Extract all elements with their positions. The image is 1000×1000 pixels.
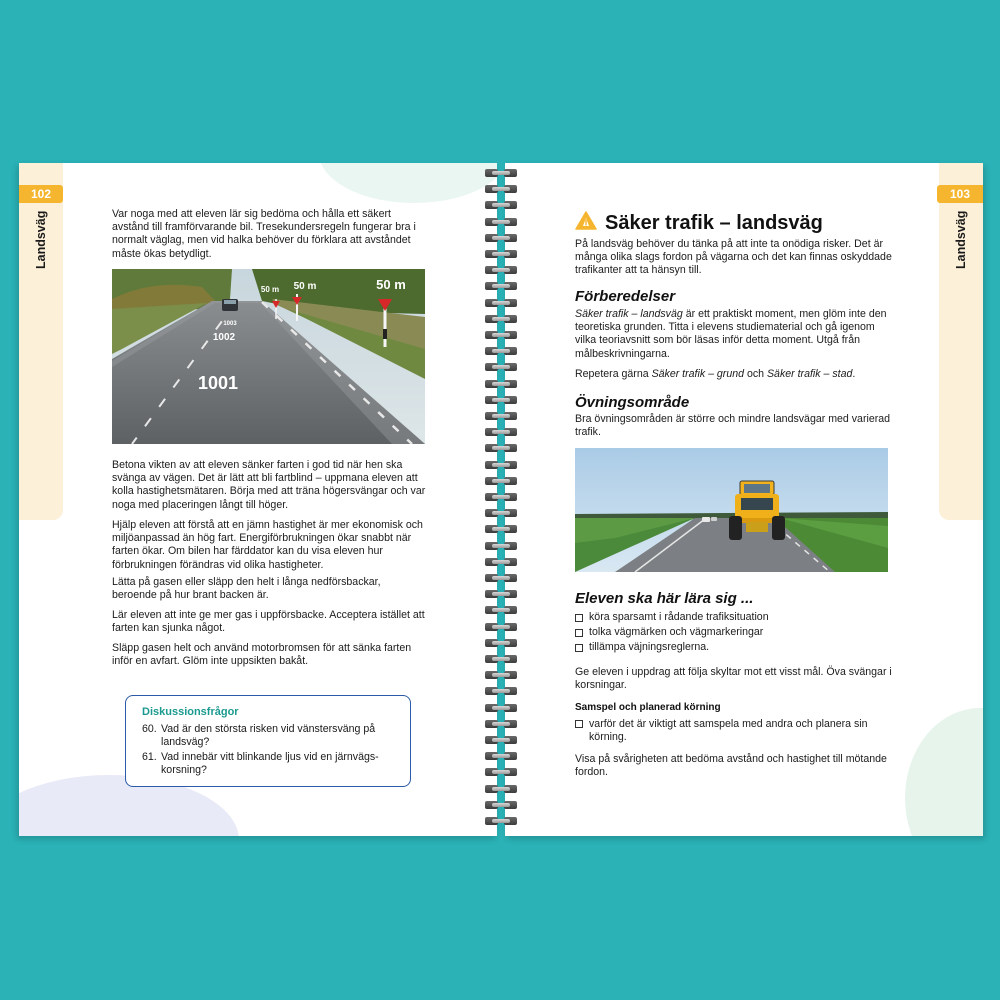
learn-after-paragraph: Ge eleven i uppdrag att följa skyltar mot ett visst mål. Öva svängar i korsningar. (575, 666, 892, 692)
spiral-coil (483, 735, 519, 745)
heading-ovningsomrade: Övningsområde (575, 394, 690, 411)
intro-paragraph: På landsväg behöver du tänka på att inte ta onödiga risker. Det är många olika slags fordon på vägarna och det kan finnas oskyddade trafikanter att ta hänsyn till. (575, 238, 892, 277)
module-title: Säker trafik – stad (766, 368, 853, 380)
spiral-coil (483, 816, 519, 826)
spiral-coil (483, 411, 519, 421)
question-number: 61. (142, 751, 157, 763)
discussion-question (142, 751, 398, 777)
spiral-coil (483, 265, 519, 275)
car-label-large: 1001 (197, 373, 239, 393)
distance-sign-large: 50 m (376, 277, 406, 292)
question-text: Vad innebär vitt blinkande ljus vid en järnvägs-korsning? (161, 751, 379, 776)
spiral-coil (483, 330, 519, 340)
forberedelser-text: är ett praktiskt moment, men glöm inte den teoretiska grunden. Titta i elevens studiematerial och gå igenom vilka teoriavsnitt som bör läsas inför detta moment. Utgå från målbeskrivningarna. (575, 308, 887, 360)
repeat-text: och (744, 368, 767, 380)
road-distance-illustration (112, 269, 425, 444)
forberedelser-paragraph (575, 308, 895, 361)
paragraph-turning: Betona vikten av att eleven sänker farten i god tid när hen ska svänga av vägen. Det är lätt att bli fartblind – uppmana eleven att kolla hastighetsmätaren. Börja med att träna högersvängar och var noga med placeringen långt till höger. (112, 459, 426, 511)
car-label-small: 1003 (223, 321, 237, 327)
distance-sign-mid: 50 m (293, 281, 317, 292)
samspel-list (575, 718, 895, 746)
paragraph-engine-brake: Släpp gasen helt och använd motorbromsen för att sänka farten inför en avfart. Glöm inte uppsikten bakåt. (112, 642, 412, 668)
repeat-text: Repetera gärna (575, 368, 652, 380)
intro-paragraph: Var noga med att eleven lär sig bedöma och hålla ett säkert avstånd till framförvarande bil. Tresekundersregeln fungerar bra i normalt väglag, men vid halka behöver du förklara att avståndet måste ökas betydligt. (112, 208, 416, 260)
spiral-coil (483, 622, 519, 632)
spiral-coil (483, 249, 519, 259)
page-title-text: Säker trafik – landsväg (605, 212, 823, 234)
heading-forberedelser: Förberedelser (575, 288, 676, 305)
spiral-coil (483, 751, 519, 761)
spiral-coil (483, 492, 519, 502)
heading-learn: Eleven ska här lära sig ... (575, 590, 754, 607)
spiral-coil (483, 800, 519, 810)
spiral-coil (483, 362, 519, 372)
decorative-blob (905, 708, 983, 836)
spiral-coil (483, 281, 519, 291)
question-text: Vad är den största risken vid vänstersväng på landsväg? (161, 723, 376, 748)
checklist-text: köra sparsamt i rådande trafiksituation (589, 611, 769, 623)
warning-triangle-icon (575, 211, 597, 236)
spiral-coil (483, 395, 519, 405)
spiral-coil (483, 168, 519, 178)
paragraph-uphill: Lär eleven att inte ge mer gas i uppförsbacke. Acceptera istället att farten kan sjunka något. (112, 609, 425, 635)
learn-list (575, 611, 895, 657)
spiral-coil (483, 217, 519, 227)
spiral-coil (483, 784, 519, 794)
paragraph-downhill: Lätta på gasen eller släpp den helt i långa nedförsbackar, beroende på hur brant backen är. (112, 576, 381, 602)
checklist-item (575, 718, 895, 744)
repeat-paragraph (575, 368, 895, 381)
road-distance-photo (112, 269, 425, 444)
spiral-coil (483, 508, 519, 518)
spiral-coil (483, 719, 519, 729)
question-number: 60. (142, 723, 157, 735)
paragraph-economy: Hjälp eleven att förstå att en jämn hastighet är mer ekonomisk och miljöanpassad än hög fart. Energiförbrukningen ökar snabbt när farten ökar. Om bilen har färddator kan du visa eleven hur förbrukningen förändras vid olika hastigheter. (112, 519, 423, 571)
spiral-coil (483, 476, 519, 486)
spiral-coil (483, 379, 519, 389)
spiral-coil (483, 346, 519, 356)
checklist-item (575, 611, 895, 624)
checkbox-icon (575, 614, 583, 622)
spiral-coil (483, 573, 519, 583)
right-page (505, 163, 983, 836)
spiral-coil (483, 314, 519, 324)
decorative-blob (319, 163, 497, 203)
samspel-after-paragraph: Visa på svårigheten att bedöma avstånd och hastighet till mötande fordon. (575, 753, 887, 779)
section-tab-label: Landsväg (954, 211, 968, 270)
discussion-title: Diskussionsfrågor (142, 706, 239, 718)
spiral-coil (483, 541, 519, 551)
spiral-coil (483, 524, 519, 534)
spiral-coil (483, 427, 519, 437)
discussion-question (142, 723, 398, 749)
spiral-coil (483, 200, 519, 210)
discussion-box (125, 695, 411, 787)
spiral-coil (483, 233, 519, 243)
module-title: Säker trafik – grund (651, 368, 745, 380)
checkbox-icon (575, 720, 583, 728)
car-label-mid: 1002 (212, 332, 236, 343)
spiral-binding (483, 168, 519, 833)
section-tab-label: Landsväg (34, 211, 48, 270)
checkbox-icon (575, 629, 583, 637)
checkbox-icon (575, 644, 583, 652)
left-page (19, 163, 497, 836)
module-title: Säker trafik – landsväg (575, 308, 683, 320)
spiral-coil (483, 443, 519, 453)
spiral-coil (483, 184, 519, 194)
checklist-text: tillämpa väjningsreglerna. (589, 641, 710, 654)
spiral-coil (483, 670, 519, 680)
spiral-coil (483, 686, 519, 696)
heading-samspel: Samspel och planerad körning (575, 702, 721, 713)
checklist-text: tolka vägmärken och vägmarkeringar (589, 626, 764, 639)
spiral-coil (483, 557, 519, 567)
spiral-coil (483, 605, 519, 615)
spiral-coil (483, 703, 519, 713)
ovningsomrade-paragraph: Bra övningsområden är större och mindre landsvägar med varierad trafik. (575, 413, 891, 439)
checklist-item (575, 641, 895, 654)
tractor-road-illustration (575, 448, 888, 572)
spiral-coil (483, 460, 519, 470)
checklist-item (575, 626, 895, 639)
spiral-coil (483, 589, 519, 599)
page-title (575, 211, 823, 236)
spiral-coil (483, 638, 519, 648)
spiral-coil (483, 767, 519, 777)
spiral-coil (483, 298, 519, 308)
checklist-text: varför det är viktigt att samspela med andra och planera sin körning. (589, 718, 868, 744)
spiral-coil (483, 654, 519, 664)
distance-sign-small: 50 m (260, 285, 280, 294)
repeat-text: . (852, 368, 856, 380)
page-number: 102 (19, 185, 63, 203)
tractor-road-photo (575, 448, 888, 572)
page-number: 103 (937, 185, 983, 203)
